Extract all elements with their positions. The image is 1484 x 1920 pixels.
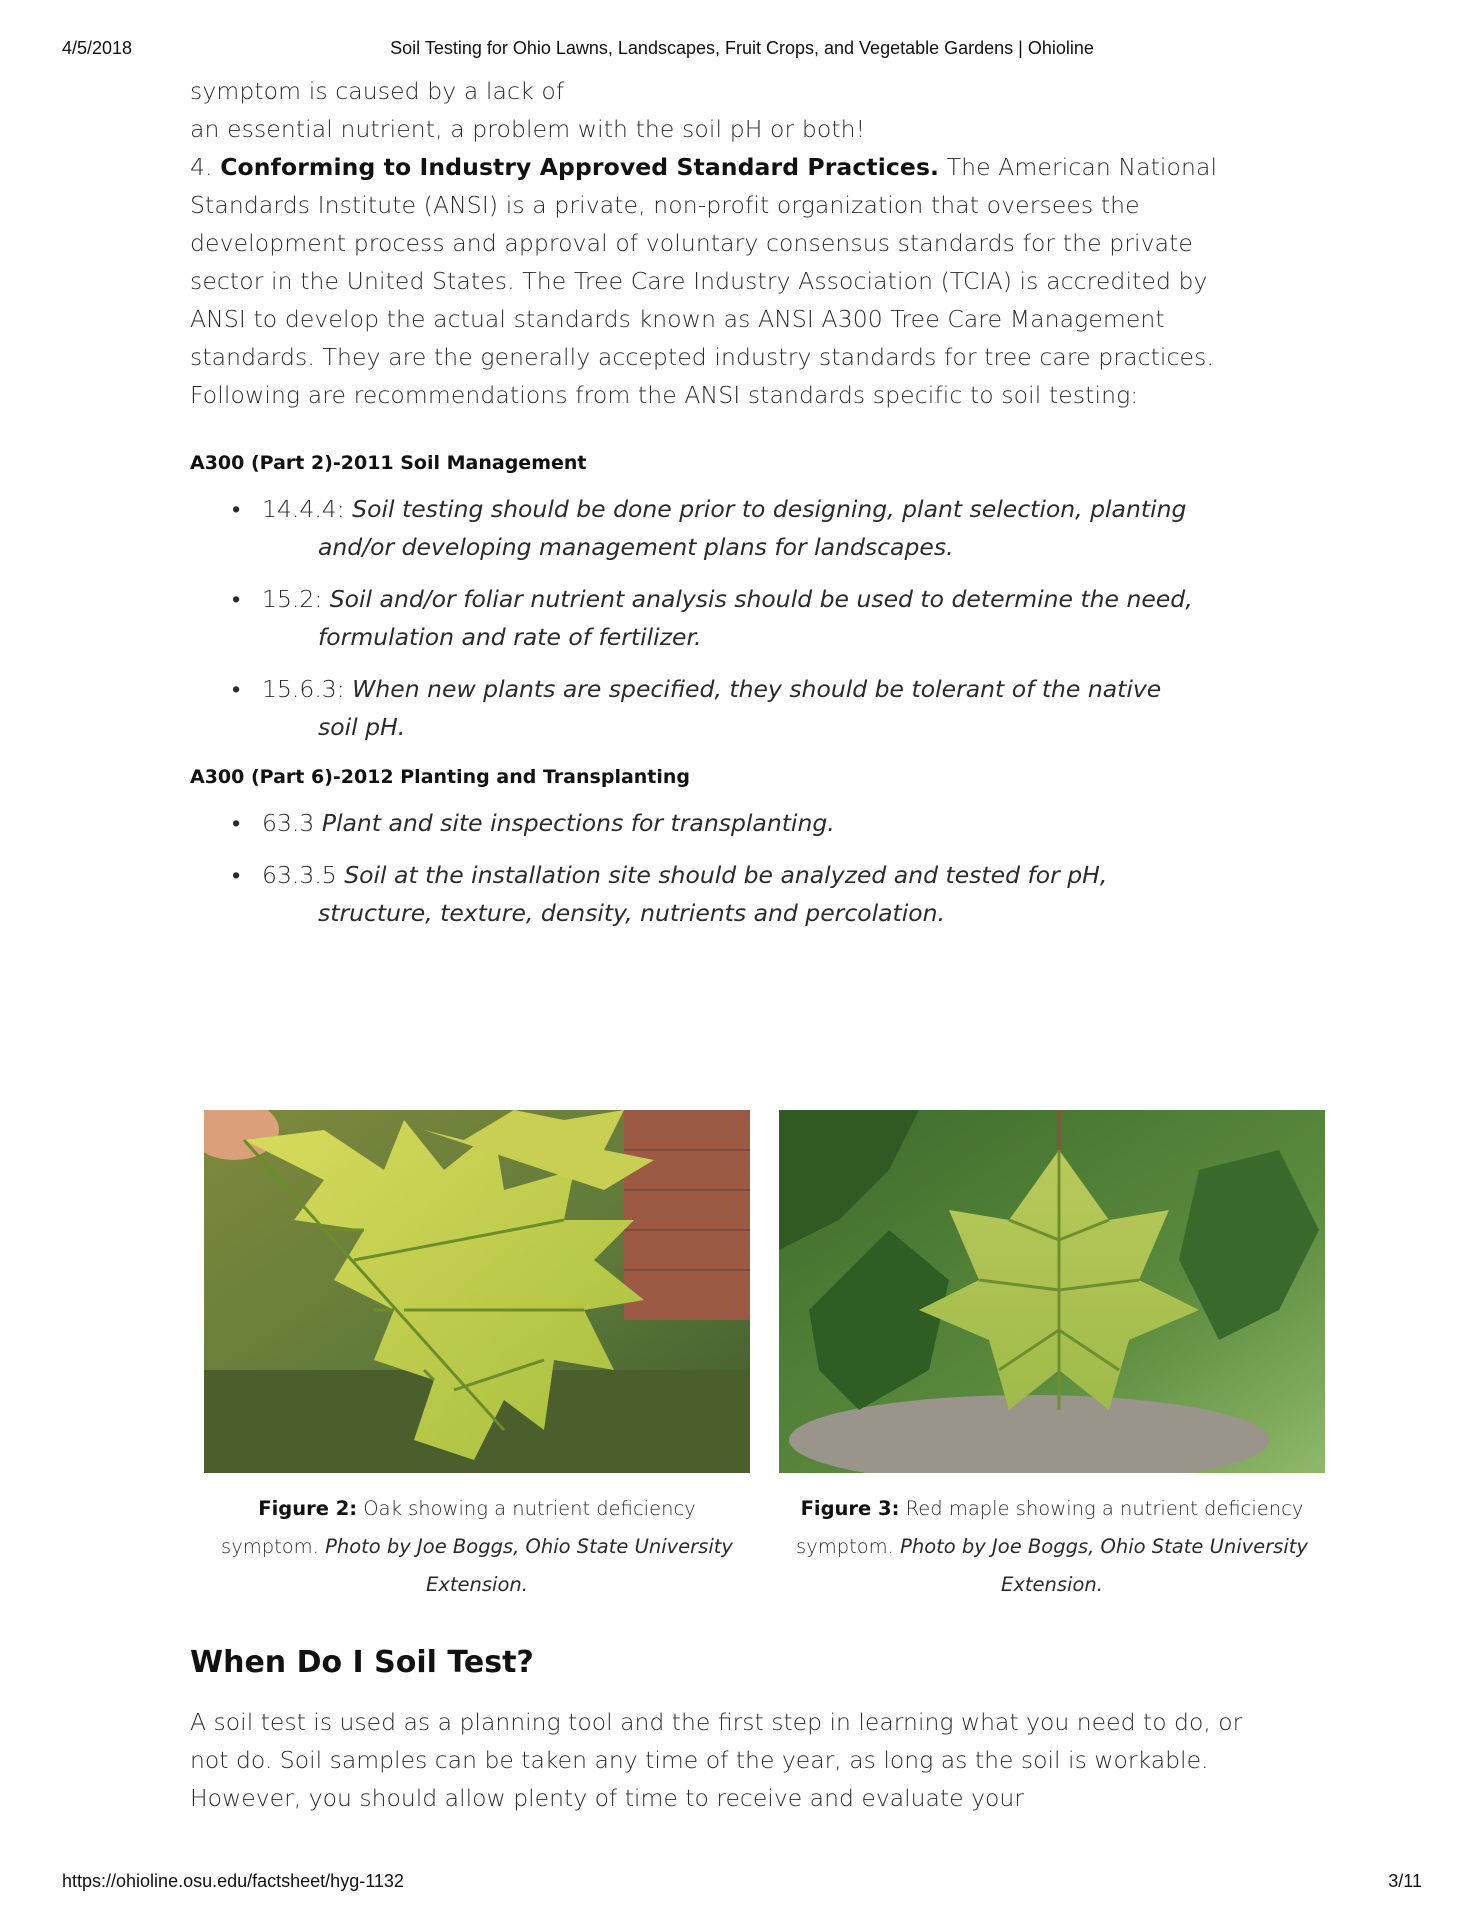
- figure-3-caption-end: symptom.: [796, 1535, 894, 1558]
- list-item: • 63.3.5 Soil at the installation site should be analyzed and tested for pH, structure, texture, density, nutrients and percolation.: [190, 856, 1260, 932]
- list-item: • 15.6.3: When new plants are specified, they should be tolerant of the native soil pH.: [190, 670, 1260, 746]
- item-code: 15.2:: [262, 585, 323, 613]
- print-date: 4/5/2018: [62, 38, 133, 58]
- section-heading-when: When Do I Soil Test?: [190, 1645, 534, 1680]
- list-item: • 63.3 Plant and site inspections for transplanting.: [232, 809, 835, 837]
- figure-3-label: Figure 3:: [800, 1497, 900, 1520]
- figure-2-credit-end: Extension.: [426, 1573, 528, 1596]
- print-header: [62, 38, 1422, 60]
- item-code: 14.4.4:: [262, 495, 345, 523]
- figure-3-credit-end: Extension.: [1001, 1573, 1103, 1596]
- lead-line-2: an essential nutrient, a problem with the soil pH or both!: [190, 115, 866, 143]
- figure-3-caption-text: Red maple showing a nutrient deficiency: [905, 1497, 1304, 1520]
- item-text-continued: formulation and rate of fertilizer.: [318, 623, 702, 651]
- item-code: 63.3.5: [262, 861, 337, 889]
- figure-2-credit: Photo by Joe Boggs, Ohio State University: [325, 1535, 733, 1558]
- figure-maple: [779, 1110, 1325, 1604]
- figure-2-caption-text: Oak showing a nutrient deficiency: [363, 1497, 696, 1520]
- page-number: 3/11: [1388, 1871, 1422, 1891]
- item-text: Soil and/or foliar nutrient analysis should be used to determine the need,: [329, 585, 1193, 613]
- item-code: 63.3: [262, 809, 315, 837]
- item-text-continued: and/or developing management plans for landscapes.: [318, 533, 954, 561]
- section-4-number: 4.: [190, 153, 213, 181]
- list-item: • 14.4.4: Soil testing should be done prior to designing, plant selection, planting and/or developing management plans for landscapes.: [190, 490, 1260, 566]
- section-4-paragraph: [190, 148, 1260, 376]
- figure-2-caption: [204, 1490, 750, 1604]
- figure-3-credit: Photo by Joe Boggs, Ohio State University: [900, 1535, 1308, 1558]
- item-text: Soil at the installation site should be analyzed and tested for pH,: [344, 861, 1108, 889]
- item-code: 15.6.3:: [262, 675, 345, 703]
- print-title: Soil Testing for Ohio Lawns, Landscapes, Fruit Crops, and Vegetable Gardens | Ohioline: [390, 38, 1094, 58]
- maple-leaf-photo: [779, 1110, 1325, 1473]
- figure-row: [204, 1110, 1326, 1610]
- item-text-continued: soil pH.: [318, 713, 406, 741]
- figure-2-caption-end: symptom.: [221, 1535, 319, 1558]
- lead-line-1: symptom is caused by a lack of: [190, 77, 565, 105]
- oak-leaf-photo: [204, 1110, 750, 1473]
- figure-3-caption: [779, 1490, 1325, 1604]
- section-2-paragraph: A soil test is used as a planning tool and the first step in learning what you need to do, or not do. Soil samples can be taken any time of the year, as long as the soil is workable. However, you should allow plenty of time to receive and evaluate your: [190, 1708, 1243, 1812]
- standard-heading-planting: A300 (Part 6)-2012 Planting and Transplanting: [190, 766, 691, 788]
- figure-2-label: Figure 2:: [258, 1497, 358, 1520]
- article-body: [190, 72, 1260, 946]
- list-item: • 15.2: Soil and/or foliar nutrient analysis should be used to determine the need, formulation and rate of fertilizer.: [190, 580, 1260, 656]
- following-paragraph: Following are recommendations from the ANSI standards specific to soil testing:: [190, 381, 1139, 409]
- print-url: https://ohioline.osu.edu/factsheet/hyg-1132: [62, 1871, 404, 1891]
- standard-list-soil-management: [190, 490, 1260, 746]
- section-4-text: The American National Standards Institute (ANSI) is a private, non-profit organization that oversees the development process and approval of voluntary consensus standards for the private sector in the United States. The Tree Care Industry Association (TCIA) is accredited by ANSI to develop the actual standards known as ANSI A300 Tree Care Management standards. They are the generally accepted industry standards for tree care practices.: [190, 153, 1218, 371]
- figure-oak: [204, 1110, 750, 1604]
- item-text: When new plants are specified, they should be tolerant of the native: [352, 675, 1162, 703]
- section-4-heading: Conforming to Industry Approved Standard Practices.: [220, 153, 940, 181]
- item-text: Soil testing should be done prior to designing, plant selection, planting: [352, 495, 1187, 523]
- standard-heading-soil-management: A300 (Part 2)-2011 Soil Management: [190, 452, 587, 474]
- print-footer: [62, 1871, 1422, 1893]
- item-text-continued: structure, texture, density, nutrients and percolation.: [318, 899, 946, 927]
- item-text: Plant and site inspections for transplanting.: [321, 809, 835, 837]
- standard-list-planting: [190, 804, 1260, 932]
- lead-paragraph: [190, 72, 1260, 148]
